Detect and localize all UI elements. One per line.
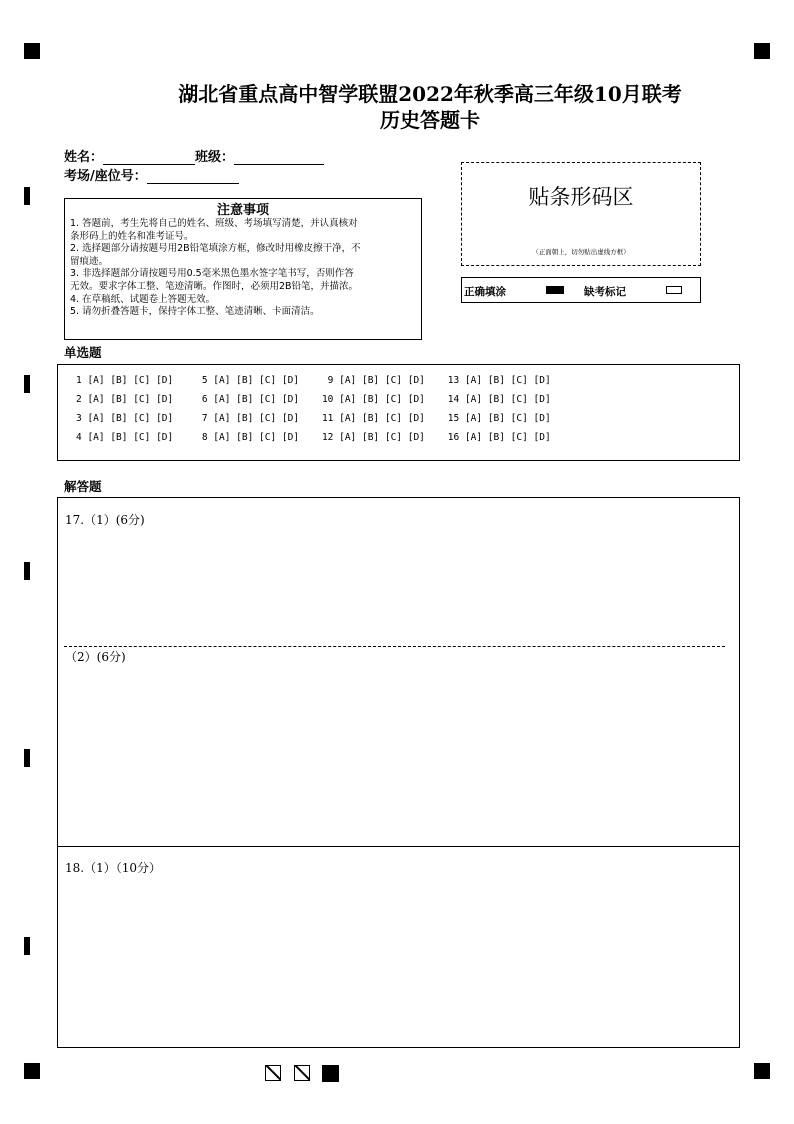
room-field[interactable] [147,183,239,184]
correct-fill-label: 正确填涂 [464,286,506,298]
timing-bar [24,937,30,955]
corner-mark-bottom-left [24,1063,40,1079]
timing-bar [24,562,30,580]
class-field[interactable] [234,164,324,165]
page-title: 湖北省重点高中智学联盟2022年秋季高三年级10月联考 [178,82,682,106]
choice-row[interactable]: 2 [A] [B] [C] [D] 6 [A] [B] [C] [D] 10 [A] [B] [C] [D] 14 [A] [B] [C] [D] [76,394,551,405]
q18-part1-label: 18.（1）（10分） [65,861,161,875]
single-choice-heading: 单选题 [64,345,102,360]
absent-label: 缺考标记 [584,286,626,298]
notice-line: 留痕迹。 [70,255,109,267]
solid-divider [58,846,739,847]
timing-bar [24,749,30,767]
crossed-box-icon [265,1065,281,1081]
choice-row[interactable]: 4 [A] [B] [C] [D] 8 [A] [B] [C] [D] 12 [A] [B] [C] [D] 16 [A] [B] [C] [D] [76,432,551,443]
name-label: 姓名： [64,150,104,165]
notice-line: 5. 请勿折叠答题卡，保持字体工整、笔迹清晰、卡面清洁。 [70,306,320,318]
notice-line: 无效。要求字体工整、笔迹清晰。作图时，必须用2B铅笔，并描浓。 [70,280,359,292]
q17-part1-label: 17.（1）(6分) [65,513,145,527]
notice-line: 条形码上的姓名和准考证号。 [70,230,194,242]
timing-bar [24,375,30,393]
crossed-box-icon [294,1065,310,1081]
corner-mark-top-left [24,43,40,59]
corner-mark-top-right [754,43,770,59]
choice-row[interactable]: 3 [A] [B] [C] [D] 7 [A] [B] [C] [D] 11 [A] [B] [C] [D] 15 [A] [B] [C] [D] [76,413,551,424]
answer-heading: 解答题 [64,479,102,494]
room-label: 考场/座位号： [64,169,147,184]
name-row [64,146,324,165]
notice-line: 4. 在草稿纸、试题卷上答题无效。 [70,293,216,305]
notice-line: 2. 选择题部分请按题号用2B铅笔填涂方框，修改时用橡皮擦干净，不 [70,243,361,255]
dashed-divider [64,646,725,647]
page-subtitle: 历史答题卡 [380,108,480,132]
notice-title: 注意事项 [216,203,269,218]
room-row [64,165,239,184]
answer-box [57,497,740,1048]
barcode-area [461,162,701,266]
barcode-note: （正面朝上，切勿贴出虚线方框） [532,248,630,256]
q17-part2-label: （2）(6分) [65,650,126,664]
notice-box [64,198,422,340]
correct-fill-sample [546,286,564,294]
class-label: 班级： [195,150,235,165]
barcode-title: 贴条形码区 [528,185,634,209]
notice-line: 1. 答题前，考生先将自己的姓名、班级、考场填写清楚，并认真核对 [70,218,358,229]
filled-box-icon [322,1065,339,1082]
choice-row[interactable]: 1 [A] [B] [C] [D] 5 [A] [B] [C] [D] 9 [A] [B] [C] [D] 13 [A] [B] [C] [D] [76,375,551,386]
absent-checkbox[interactable] [666,286,682,294]
timing-bar [24,187,30,205]
notice-line: 3. 非选择题部分请按题号用0.5毫米黑色墨水签字笔书写，否则作答 [70,268,354,280]
corner-mark-bottom-right [754,1063,770,1079]
fill-mark-box [461,277,701,303]
single-choice-box [57,364,740,461]
